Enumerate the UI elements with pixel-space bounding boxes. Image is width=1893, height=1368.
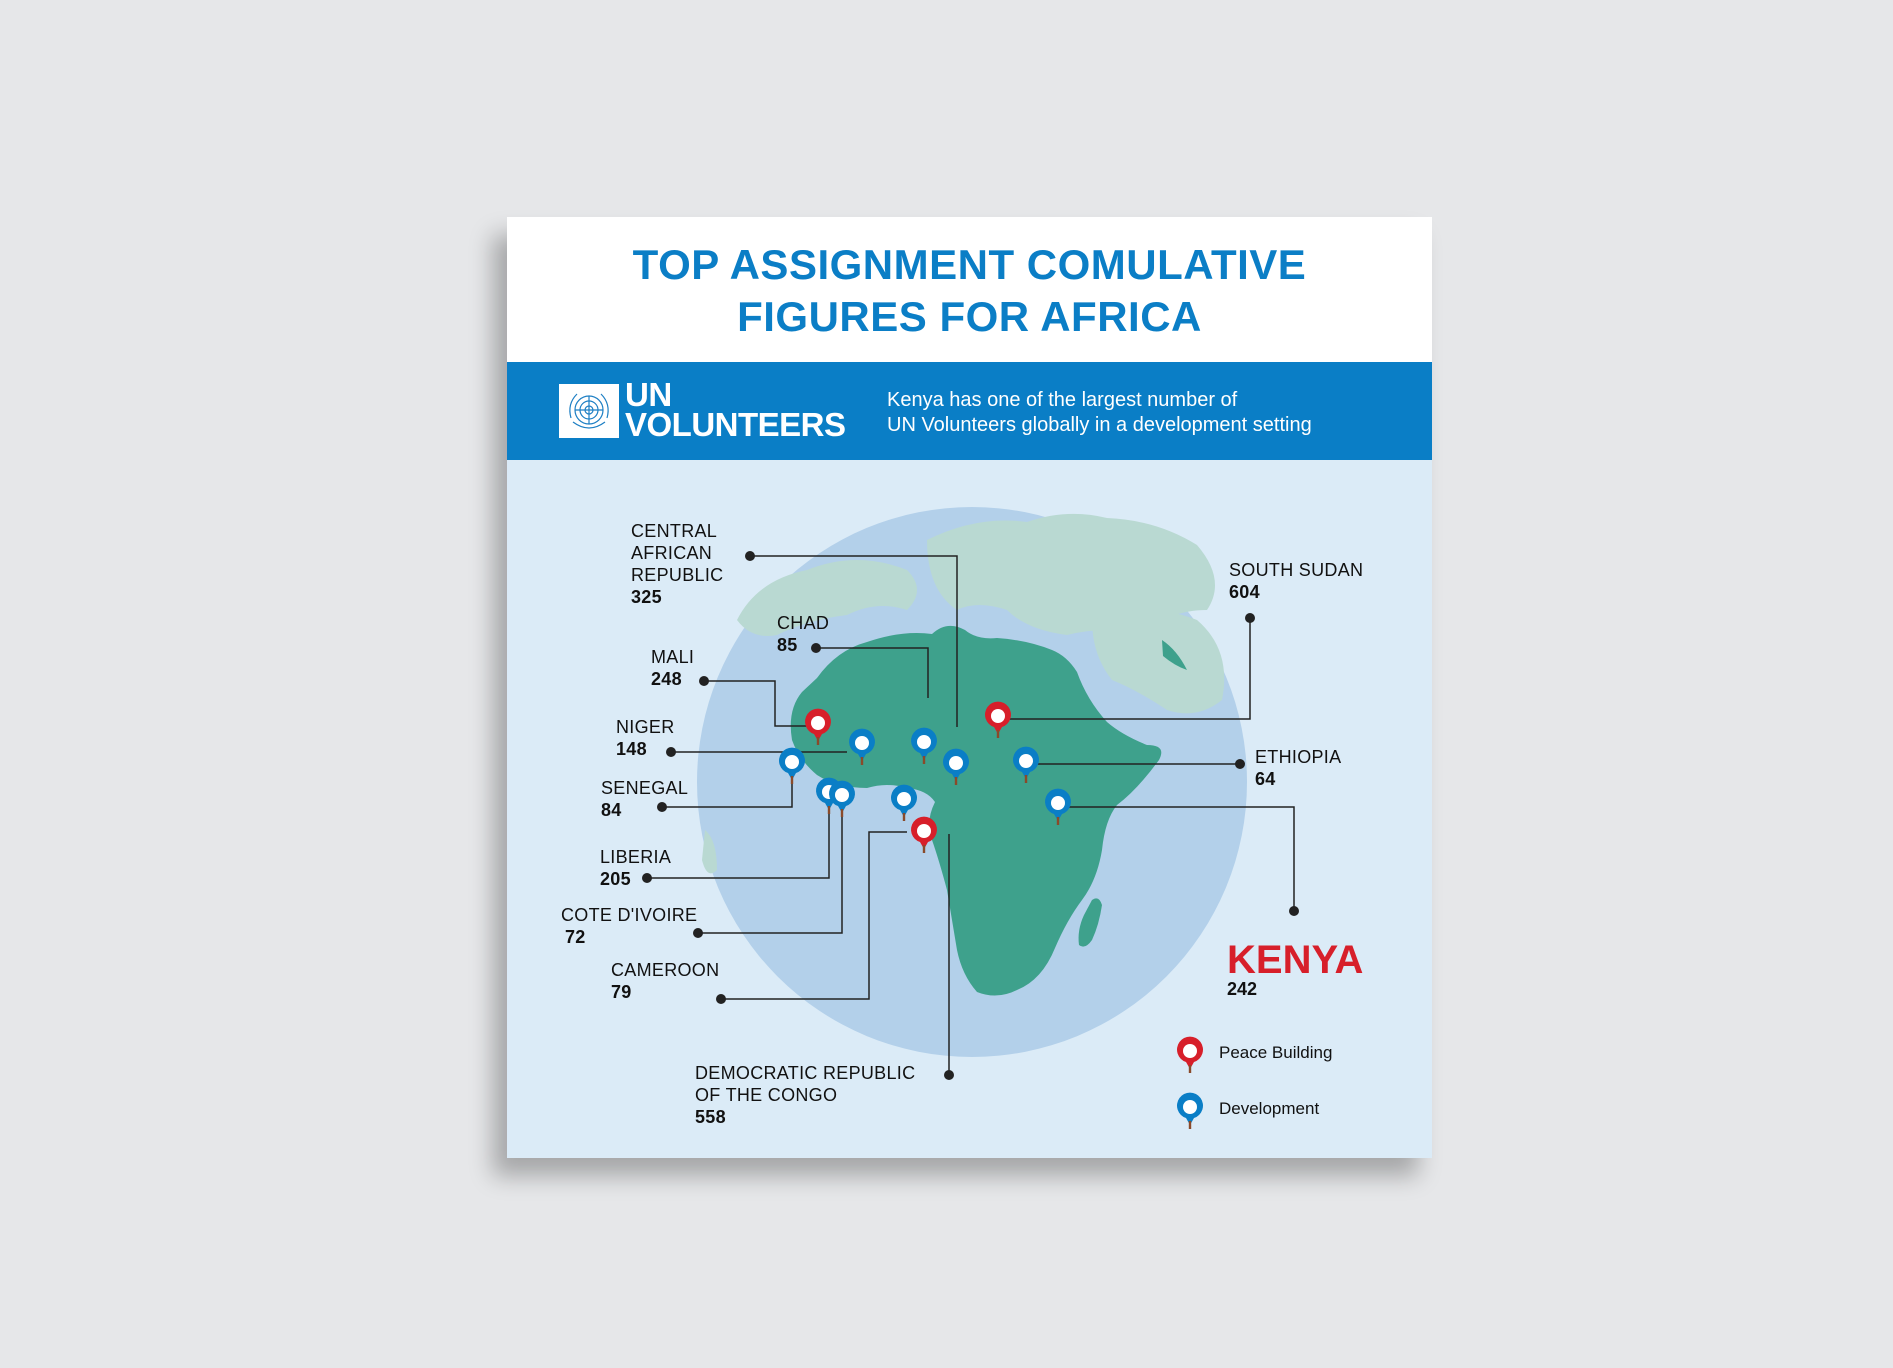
label-kenya-value: 242 <box>1227 979 1258 999</box>
label-chad-value: 85 <box>777 635 798 655</box>
label-drc <box>695 1062 915 1128</box>
label-car-line-1: CENTRAL <box>631 521 718 541</box>
legend-development-label: Development <box>1219 1099 1320 1118</box>
map-pin-red-icon <box>1173 1033 1207 1077</box>
label-cameroon-value: 79 <box>611 982 632 1002</box>
page-title <box>507 239 1432 343</box>
label-drc-line-1: DEMOCRATIC REPUBLIC <box>695 1063 916 1083</box>
label-liberia-name: LIBERIA <box>600 847 672 867</box>
label-chad-name: CHAD <box>777 613 830 633</box>
un-volunteers-logo <box>625 376 846 443</box>
label-drc-value: 558 <box>695 1107 726 1127</box>
label-mali-name: MALI <box>651 647 695 667</box>
tagline-line-2: UN Volunteers globally in a development setting <box>887 414 1312 436</box>
label-car-line-3: REPUBLIC <box>631 565 724 585</box>
label-car-value: 325 <box>631 587 662 607</box>
label-drc-line-2: OF THE CONGO <box>695 1085 838 1105</box>
label-cote-divoire-value: 72 <box>565 927 586 947</box>
label-senegal <box>601 777 688 821</box>
logo-line-1: UN <box>625 376 672 413</box>
map-area <box>507 460 1432 1158</box>
label-cote-divoire <box>561 904 697 948</box>
label-niger-value: 148 <box>616 739 647 759</box>
label-cameroon <box>611 959 719 1003</box>
label-liberia-value: 205 <box>600 869 631 889</box>
un-emblem-icon <box>559 384 619 438</box>
label-chad <box>777 612 829 656</box>
label-mali <box>651 646 694 690</box>
label-south-sudan-value: 604 <box>1229 582 1260 602</box>
logo-line-2: VOLUNTEERS <box>625 406 846 443</box>
label-ethiopia <box>1255 746 1341 790</box>
label-niger <box>616 716 675 760</box>
label-south-sudan <box>1229 559 1363 603</box>
label-car <box>631 520 723 608</box>
label-mali-value: 248 <box>651 669 682 689</box>
label-cote-divoire-name: COTE D'IVOIRE <box>561 905 698 925</box>
label-kenya-name: KENYA <box>1227 938 1364 982</box>
title-line-1: TOP ASSIGNMENT COMULATIVE <box>632 241 1307 288</box>
map-pin-blue-icon <box>1173 1089 1207 1133</box>
un-volunteers-banner <box>507 362 1432 460</box>
label-car-line-2: AFRICAN <box>631 543 713 563</box>
infographic-card <box>507 217 1432 1158</box>
legend-peace-building-label: Peace Building <box>1219 1043 1333 1062</box>
label-south-sudan-name: SOUTH SUDAN <box>1229 560 1364 580</box>
title-area <box>507 217 1432 362</box>
label-cameroon-name: CAMEROON <box>611 960 720 980</box>
label-senegal-value: 84 <box>601 800 622 820</box>
label-ethiopia-name: ETHIOPIA <box>1255 747 1342 767</box>
label-niger-name: NIGER <box>616 717 675 737</box>
label-liberia <box>600 846 671 890</box>
label-senegal-name: SENEGAL <box>601 778 689 798</box>
tagline-line-1: Kenya has one of the largest number of <box>887 389 1238 411</box>
label-ethiopia-value: 64 <box>1255 769 1276 789</box>
banner-tagline <box>887 388 1417 438</box>
title-line-2: FIGURES FOR AFRICA <box>737 293 1202 340</box>
